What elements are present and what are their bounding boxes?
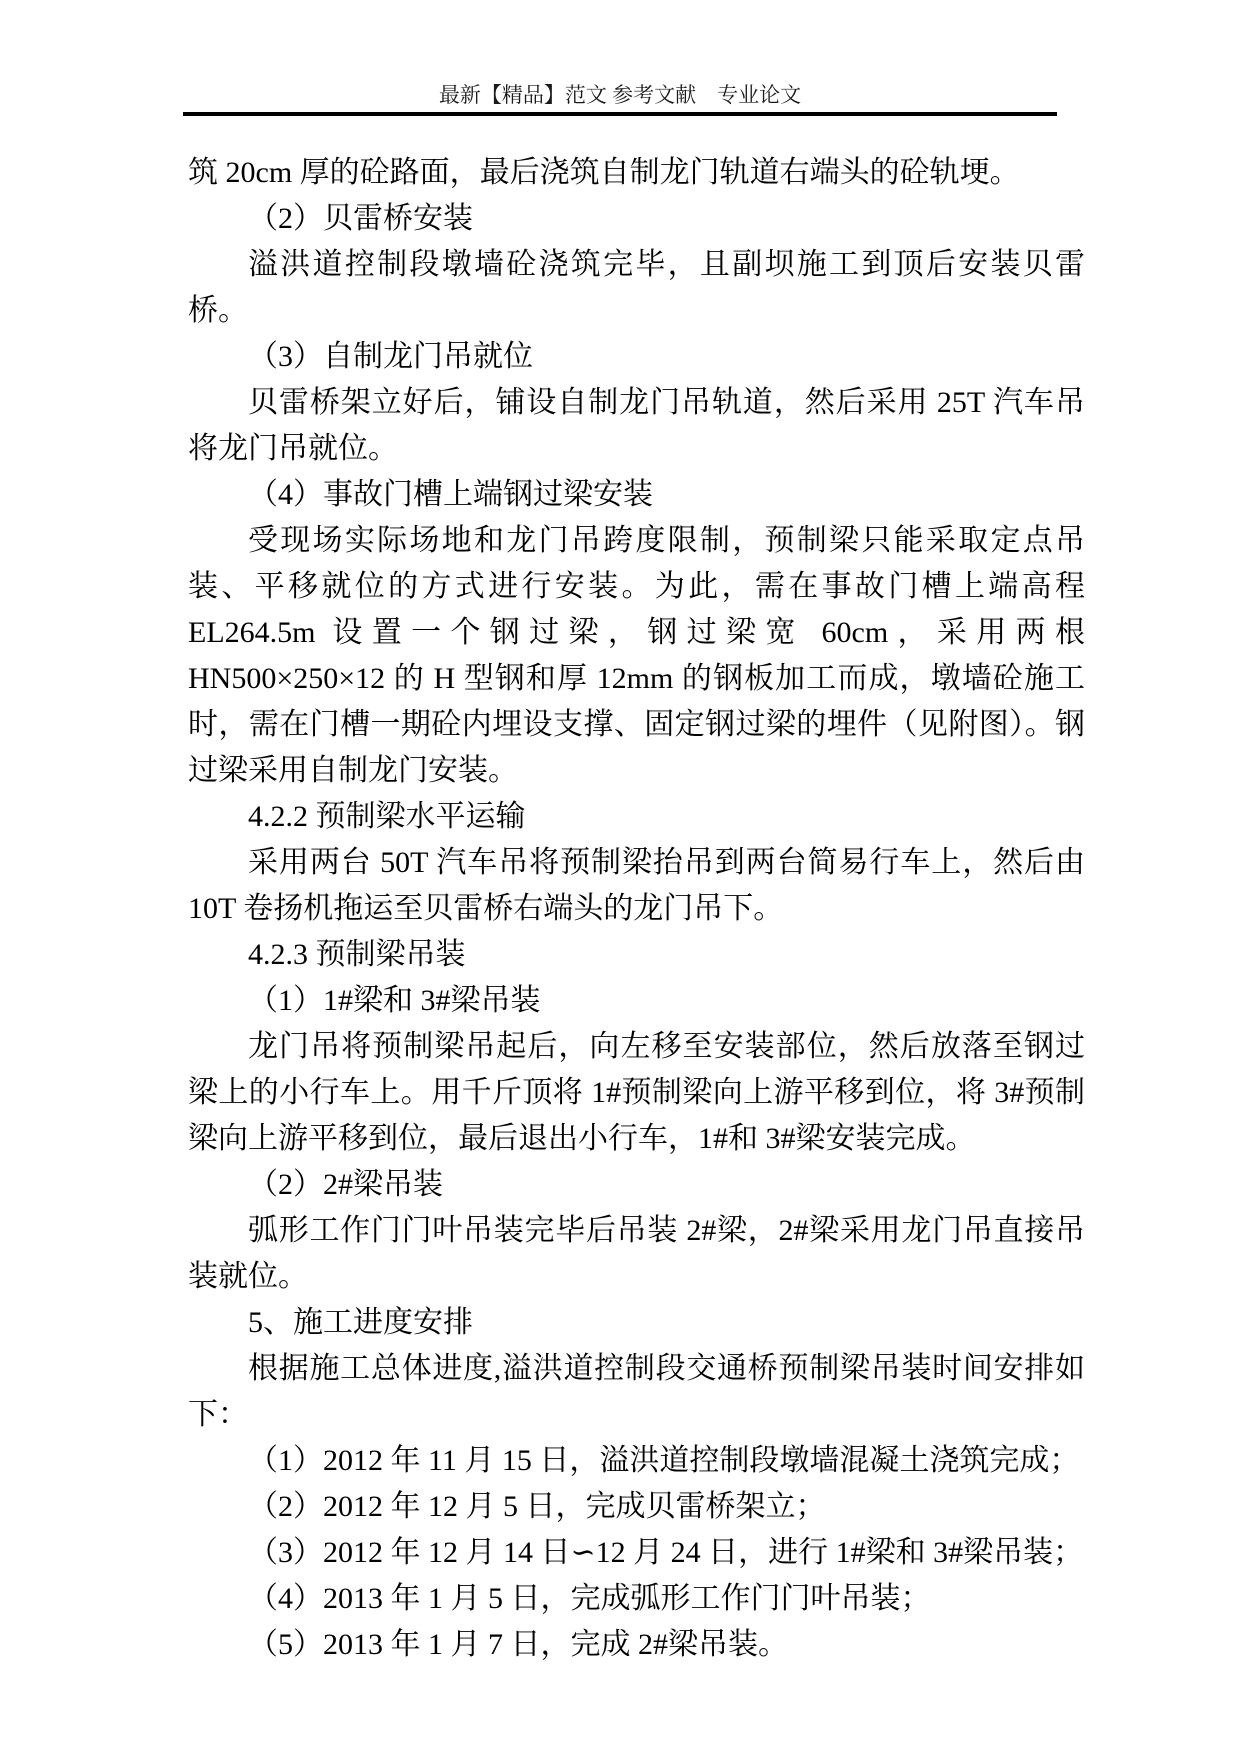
- header-divider-line: [183, 112, 1057, 116]
- paragraph-heading-4-steel-beam: （4）事故门槽上端钢过梁安装: [248, 478, 653, 511]
- paragraph-heading-2-beam-hoisting: （2）2#梁吊装: [248, 1168, 443, 1201]
- paragraph: 根据施工总体进度,溢洪道控制段交通桥预制梁吊装时间安排如下：: [188, 1352, 1085, 1431]
- paragraph-schedule-item-5: （5）2013 年 1 月 7 日，完成 2#梁吊装。: [248, 1628, 788, 1661]
- paragraph-heading-5-schedule: 5、施工进度安排: [248, 1306, 473, 1339]
- paragraph-continuation: 筑 20cm 厚的砼路面，最后浇筑自制龙门轨道右端头的砼轨埂。: [188, 156, 1020, 189]
- paragraph: 弧形工作门门叶吊装完毕后吊装 2#梁，2#梁采用龙门吊直接吊装就位。: [188, 1214, 1085, 1293]
- paragraph-schedule-item-1: （1）2012 年 11 月 15 日，溢洪道控制段墩墙混凝土浇筑完成；: [248, 1444, 1080, 1477]
- paragraph: 受现场实际场地和龙门吊跨度限制，预制梁只能采取定点吊装、平移就位的方式进行安装。为此，需在事故门槽上端高程 EL264.5m 设置一个钢过梁，钢过梁宽 60cm，采用两根 HN500×250×12 的 H 型钢和厚 12mm 的钢板加工而成，墩墙砼施工时，需在门槽一期砼内埋设支撑、固定钢过梁的埋件（见附图）。钢过梁采用自制龙门安装。: [188, 524, 1085, 787]
- paragraph-schedule-item-3: （3）2012 年 12 月 14 日∽12 月 24 日，进行 1#梁和 3#梁吊装；: [248, 1536, 1084, 1569]
- paragraph-schedule-item-2: （2）2012 年 12 月 5 日，完成贝雷桥架立；: [248, 1490, 826, 1523]
- paragraph-heading-4-2-3: 4.2.3 预制梁吊装: [248, 938, 466, 971]
- paragraph-heading-4-2-2: 4.2.2 预制梁水平运输: [248, 800, 526, 833]
- paragraph: 采用两台 50T 汽车吊将预制梁抬吊到两台简易行车上，然后由 10T 卷扬机拖运至贝雷桥右端头的龙门吊下。: [188, 846, 1085, 925]
- paragraph-heading-1-beam-hoisting: （1）1#梁和 3#梁吊装: [248, 984, 541, 1017]
- paragraph-heading-2-bailey-bridge: （2）贝雷桥安装: [248, 202, 473, 235]
- header-watermark-text: 最新【精品】范文 参考文献 专业论文: [438, 83, 802, 107]
- paragraph-heading-3-gantry-crane: （3）自制龙门吊就位: [248, 340, 533, 373]
- paragraph: 贝雷桥架立好后，铺设自制龙门吊轨道，然后采用 25T 汽车吊将龙门吊就位。: [188, 386, 1085, 465]
- document-body: [188, 150, 1085, 1668]
- paragraph: 溢洪道控制段墩墙砼浇筑完毕，且副坝施工到顶后安装贝雷桥。: [188, 248, 1085, 327]
- paragraph-schedule-item-4: （4）2013 年 1 月 5 日，完成弧形工作门门叶吊装；: [248, 1582, 931, 1615]
- paragraph: 龙门吊将预制梁吊起后，向左移至安装部位，然后放落至钢过梁上的小行车上。用千斤顶将 1#预制梁向上游平移到位，将 3#预制梁向上游平移到位，最后退出小行车，1#和 3#梁安装完成。: [188, 1030, 1085, 1155]
